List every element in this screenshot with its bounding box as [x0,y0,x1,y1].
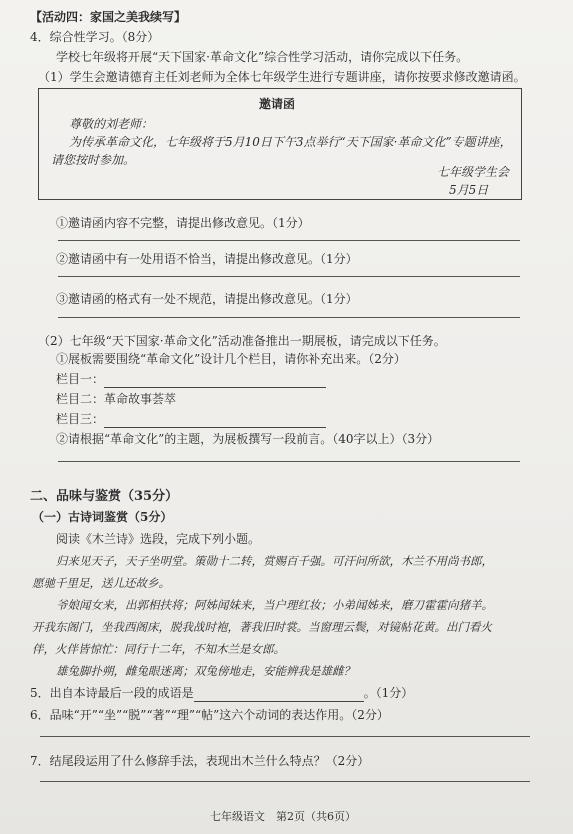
question-5-prefix: 5．出自本诗最后一段的成语是 [30,686,194,700]
answer-line-1-1[interactable] [58,240,520,241]
letter-title: 邀请函 [259,97,296,111]
question-7: 7．结尾段运用了什么修辞手法，表现出木兰什么特点？（2分） [30,754,370,768]
answer-line-1-3[interactable] [58,317,520,318]
column-1-blank[interactable] [104,373,326,388]
task-1-3: ③邀请函的格式有一处不规范，请提出修改意见。（1分） [56,292,358,306]
letter-body-line1: 为传承革命文化，七年级将于5月10日下午3点举行“天下国家·革命文化”专题讲座， [69,135,512,149]
poem-line: 伴，火伴皆惊忙：同行十二年，不知木兰是女郎。 [32,642,285,656]
column-1-label: 栏目一： [56,372,105,386]
page-footer: 七年级语文 第2页（共6页） [210,810,356,823]
poem-line: 愿驰千里足，送儿还故乡。 [32,576,170,590]
answer-line-2-2[interactable] [58,461,520,462]
letter-signature: 七年级学生会 [437,165,510,179]
section-2-title: 二、品味与鉴赏（35分） [30,489,179,504]
answer-line-6[interactable] [40,736,530,737]
letter-body-line2: 请您按时参加。 [51,153,136,167]
column-3-blank[interactable] [104,413,326,428]
section-2-subtitle: （一）古诗词鉴赏（5分） [32,510,173,524]
subquestion-1-title: （1）学生会邀请德育主任刘老师为全体七年级学生进行专题讲座，请你按要求修改邀请函。 [38,70,526,84]
poem-line: 归来见天子，天子坐明堂。策勋十二转，赏赐百千强。可汗问所欲，木兰不用尚书郎， [56,554,493,568]
poem-line: 开我东阁门，坐我西阁床，脱我战时袍，著我旧时裳。当窗理云鬓，对镜帖花黄。出门看火 [32,620,492,634]
column-1 [56,370,326,388]
question-4-title: 4．综合性学习。（8分） [30,30,160,44]
question-5-suffix: 。（1分） [363,686,414,700]
column-3 [56,410,326,428]
poem-line: 雄兔脚扑朔，雌兔眼迷离；双兔傍地走，安能辨我是雄雌？ [56,664,355,678]
letter-greeting: 尊敬的刘老师： [69,117,154,131]
task-1-1: ①邀请函内容不完整，请提出修改意见。（1分） [56,216,310,230]
question-6: 6．品味“开”“坐”“脱”“著”“理”“帖”这六个动词的表达作用。（2分） [30,708,389,722]
poem-line: 爷娘闻女来，出郭相扶将；阿姊闻妹来，当户理红妆；小弟闻姊来，磨刀霍霍向猪羊。 [56,598,493,612]
answer-line-7[interactable] [40,781,530,782]
question-4-intro: 学校七年级将开展“天下国家·革命文化”综合性学习活动，请你完成以下任务。 [56,50,469,64]
task-2-2: ②请根据“革命文化”的主题，为展板撰写一段前言。（40字以上）（3分） [56,432,440,446]
poem-intro: 阅读《木兰诗》选段，完成下列小题。 [56,532,261,546]
question-5-blank[interactable] [194,687,364,702]
question-5 [30,684,413,702]
invitation-letter-box [38,88,522,200]
subquestion-2-title: （2）七年级“天下国家·革命文化”活动准备推出一期展板，请完成以下任务。 [38,334,446,348]
activity-header: 【活动四：家国之美我续写】 [30,10,187,24]
answer-line-1-2[interactable] [58,276,520,277]
task-2-1: ①展板需要围绕“革命文化”设计几个栏目，请你补充出来。（2分） [56,352,406,366]
task-1-2: ②邀请函中有一处用语不恰当，请提出修改意见。（1分） [56,252,358,266]
column-3-label: 栏目三： [56,412,105,426]
letter-date: 5月5日 [449,183,489,197]
column-2: 栏目二：革命故事荟萃 [56,392,177,406]
